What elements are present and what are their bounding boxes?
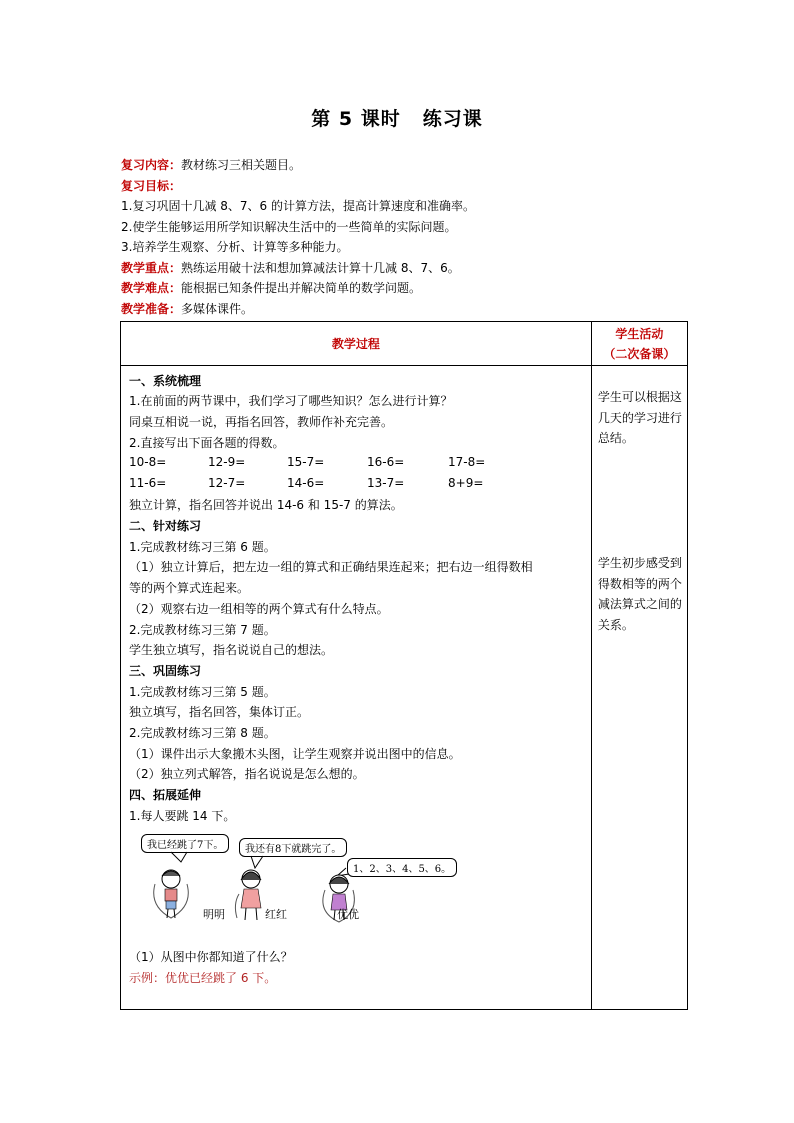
header-side-line1: 学生活动: [615, 326, 664, 341]
arithmetic-item: 11-6=: [129, 476, 167, 490]
children-illustration: [141, 834, 481, 924]
text-line: 1.在前面的两节课中，我们学习了哪些知识？怎么进行计算？: [129, 394, 453, 408]
text-line: 2.直接写出下面各题的得数。: [129, 436, 285, 450]
text-line: （1）独立计算后，把左边一组的算式和正确结果连起来；把右边一组得数相: [129, 560, 533, 574]
arithmetic-item: 14-6=: [287, 476, 325, 490]
text-line: （2）独立列式解答，指名说说是怎么想的。: [129, 767, 365, 781]
title-topic: 练习课: [422, 108, 483, 130]
text-line: （1）从图中你都知道了什么？: [129, 950, 293, 964]
text-line: 独立填写，指名回答，集体订正。: [129, 705, 310, 719]
student-activity-cell: [591, 366, 687, 1010]
name-youyou: 优优: [337, 908, 359, 921]
side-note: 学生初步感受到得数相等的两个减法算式之间的关系。: [597, 556, 682, 632]
arithmetic-item: 10-8=: [129, 455, 167, 469]
text-line: （1）课件出示大象搬木头图，让学生观察并说出图中的信息。: [129, 747, 461, 761]
arithmetic-item: 13-7=: [367, 476, 405, 490]
text-line: 1.完成教材练习三第 6 题。: [129, 540, 276, 554]
text-line: 独立计算，指名回答并说出 14-6 和 15-7 的算法。: [129, 498, 403, 512]
text-line: 1.完成教材练习三第 5 题。: [129, 685, 276, 699]
arithmetic-item: 15-7=: [287, 455, 325, 469]
header-student-activity: [591, 322, 687, 366]
text-line: 1.每人要跳 14 下。: [129, 809, 236, 823]
prep-label: 教学准备：: [121, 301, 182, 316]
name-mingming: 明明: [203, 908, 225, 921]
difficulty-label: 教学难点：: [121, 281, 182, 295]
lesson-table: [120, 321, 688, 1010]
name-honghong: 红红: [265, 908, 287, 921]
girl-honghong-icon: [235, 870, 261, 920]
text-line: 2.完成教材练习三第 8 题。: [129, 726, 276, 740]
teaching-process-cell: [121, 366, 592, 1010]
arithmetic-item: 8+9=: [448, 476, 484, 490]
jump-rope-figure: [141, 834, 481, 924]
example-line: [129, 968, 276, 988]
lesson-meta: [121, 155, 721, 319]
section-heading: 一、系统梳理: [129, 374, 202, 388]
section-heading: 四、拓展延伸: [129, 788, 202, 802]
title-lesson: 第 5 课时: [311, 108, 401, 130]
prep: 多媒体课件。: [181, 301, 254, 316]
goal-item: 2.使学生能够运用所学知识解决生活中的一些简单的实际问题。: [121, 219, 457, 234]
section-heading: 二、针对练习: [129, 519, 202, 533]
example-label: 示例：: [129, 971, 166, 985]
review-content-label: 复习内容：: [121, 158, 182, 172]
example-text: 优优已经跳了 6 下。: [165, 971, 277, 985]
text-line: 2.完成教材练习三第 7 题。: [129, 623, 276, 637]
speech-bubble-honghong: 我还有8下就跳完了。: [239, 838, 347, 857]
page-title: [0, 104, 794, 131]
key-point: 熟练运用破十法和想加算减法计算十几减 8、7、6。: [181, 260, 460, 275]
text-line: 等的两个算式连起来。: [129, 581, 250, 595]
arithmetic-item: 16-6=: [367, 455, 405, 469]
difficulty: 能根据已知条件提出并解决简单的数学问题。: [181, 281, 422, 295]
speech-bubble-mingming: 我已经跳了7下。: [141, 834, 229, 853]
arithmetic-item: 12-9=: [208, 455, 246, 469]
header-teaching-process: 教学过程: [121, 322, 592, 366]
text-line: （2）观察右边一组相等的两个算式有什么特点。: [129, 602, 389, 616]
section-heading: 三、巩固练习: [129, 664, 202, 678]
review-goals-label: 复习目标：: [121, 178, 182, 193]
goal-item: 3.培养学生观察、分析、计算等多种能力。: [121, 240, 349, 254]
goal-item: 1.复习巩固十几减 8、7、6 的计算方法，提高计算速度和准确率。: [121, 199, 475, 213]
text-line: 学生独立填写，指名说说自己的想法。: [129, 643, 334, 657]
arithmetic-item: 12-7=: [208, 476, 246, 490]
arithmetic-item: 17-8=: [448, 455, 486, 469]
boy-mingming-icon: [154, 870, 189, 918]
side-note: 学生可以根据这几天的学习进行总结。: [597, 390, 682, 445]
speech-bubble-youyou: 1、2、3、4、5、6。: [347, 858, 457, 877]
text-line: 同桌互相说一说，再指名回答，教师作补充完善。: [129, 415, 394, 429]
review-content: 教材练习三相关题目。: [181, 158, 302, 172]
key-point-label: 教学重点：: [121, 260, 182, 275]
header-side-line2: （二次备课）: [603, 346, 676, 361]
